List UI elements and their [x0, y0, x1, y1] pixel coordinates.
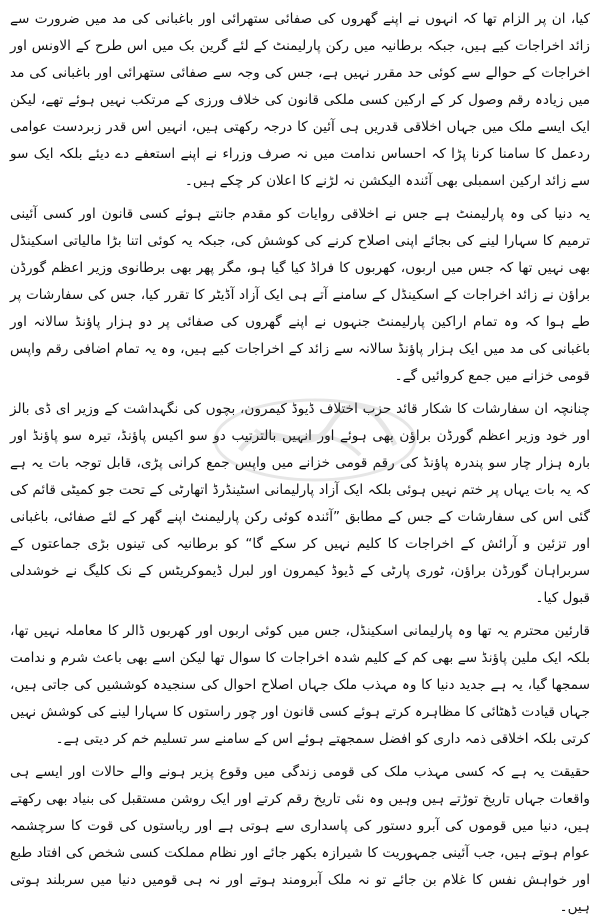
- article-paragraph-5: حقیقت یہ ہے کہ کسی مہذب ملک کی قومی زندگی میں وقوع پزیر ہونے والے حالات اور ایسے ہی واقعات جہاں تاریخ توڑتے ہیں وہیں وہ نئی تاریخ رقم کرتے اور ایک روشن مستقبل کی بنیاد بھی رکھتے ہیں، دنیا میں قوموں کی آبرو دستور کی پاسداری سے ہوتی ہے اور ریاستوں کی قوت کا سرچشمہ عوام ہوتے ہیں، جب آئینی جمہوریت کا شیرازہ بکھر جائے اور نظام مملکت کسی شخص کی افتاد طبع اور خواہش نفس کا غلام بن جائے تو نہ ملک آبرومند ہوتے اور نہ ہی قومیں دنیا میں سربلند ہوتی ہیں۔: [10, 764, 590, 915]
- article-paragraph-2: یہ دنیا کی وہ پارلیمنٹ ہے جس نے اخلاقی روایات کو مقدم جانتے ہوئے کسی قانون اور کسی آئینی ترمیم کا سہارا لینے کی بجائے اپنی اصلاح کرنے کی کوشش کی، جبکہ یہ کوئی اتنا بڑا مالیاتی اسکینڈل بھی نہیں تھا کہ جس میں اربوں، کھربوں کا فراڈ کیا گیا ہو، مگر پھر بھی برطانوی وزیر اعظم گورڈن براؤن نے زائد اخراجات کے اسکینڈل کے سامنے آتے ہی ایک آزاد آڈیٹر کا تقرر کیا، جس کی سفارشات پر طے ہوا کہ وہ تمام اراکین پارلیمنٹ جنہوں نے اپنے گھروں کی صفائی پر دو ہزار پاؤنڈ سالانہ اور باغبانی کی مد میں ایک ہزار پاؤنڈ سالانہ سے زائد کے اخراجات کیے ہیں، وہ یہ تمام اضافی رقم واپس قومی خزانے میں جمع کروائیں گے۔: [10, 206, 590, 384]
- article-paragraph-3: چنانچہ ان سفارشات کا شکار قائد حزب اختلاف ڈیوڈ کیمرون، بچوں کی نگہداشت کے وزیر ای ڈی بالز اور خود وزیر اعظم گورڈن براؤن بھی ہوئے اور انہیں بالترتیب دو سو اکیس پاؤنڈ، تیرہ سو پاؤنڈ اور بارہ ہزار چار سو پندرہ پاؤنڈ کی رقم قومی خزانے میں واپس جمع کرانی پڑی، قابل توجہ بات یہ ہے کہ یہ بات یہاں پر ختم نہیں ہوئی بلکہ ایک آزاد پارلیمانی اسٹینڈرڈ اتھارٹی کے تحت جو کمیٹی قائم کی گئی اس کی سفارشات کے جس کے مطابق ”آئندہ کوئی رکن پارلیمنٹ اپنے گھر کے لئے صفائی، باغبانی اور تزئین و آرائش کے اخراجات کا کلیم نہیں کر سکے گا“ کو برطانیہ کی تینوں بڑی جماعتوں کے سربراہان گورڈن براؤن، ٹوری پارٹی کے ڈیوڈ کیمرون اور لبرل ڈیموکریٹس کے نک کلیگ نے خوشدلی قبول کیا۔: [10, 401, 590, 606]
- article-paragraph-4: قارئین محترم یہ تھا وہ پارلیمانی اسکینڈل، جس میں کوئی اربوں اور کھربوں ڈالر کا معاملہ نہیں تھا، بلکہ ایک ملین پاؤنڈ سے بھی کم کے کلیم شدہ اخراجات کا سوال تھا لیکن اسے بھی باعث شرم و ندامت سمجھا گیا، یہ ہے جدید دنیا کا وہ مہذب ملک جہاں اصلاح احوال کی سنجیدہ کوششیں کی جاتی ہیں، جہاں قیادت ڈھٹائی کا مظاہرہ کرتے ہوئے کسی قانون اور چور راستوں کا سہارا لینے کی کوشش نہیں کرتی بلکہ اخلاقی ذمہ داری کو افضل سمجھتے ہوئے اس کے سامنے سر تسلیم خم کر دیتی ہے۔: [10, 623, 590, 747]
- article-paragraph-1: کیا، ان پر الزام تھا کہ انہوں نے اپنے گھروں کی صفائی ستھرائی اور باغبانی کی مد میں ضرورت سے زائد اخراجات کیے ہیں، جبکہ برطانیہ میں رکن پارلیمنٹ کے لئے گرین بک میں اس طرح کے الاونس اور اخراجات کے حوالے سے کوئی حد مقرر نہیں ہے، جس کی وجہ سے صفائی ستھرائی اور باغبانی کی مد میں زیادہ رقم وصول کر کے ارکین کسی ملکی قانون کی خلاف ورزی کے مرتکب نہیں ہوئے تھے، لیکن ایک ایسے ملک میں جہاں اخلاقی قدریں ہی آئین کا درجہ رکھتی ہیں، انہیں اس قدر زبردست عوامی ردعمل کا سامنا کرنا پڑا کہ احساس ندامت میں نہ صرف وزراء نے اپنے استعفے دے دیئے بلکہ ایک سو سے زائد ارکین اسمبلی بھی آئندہ الیکشن نہ لڑنے کا اعلان کر چکے ہیں۔: [10, 11, 590, 189]
